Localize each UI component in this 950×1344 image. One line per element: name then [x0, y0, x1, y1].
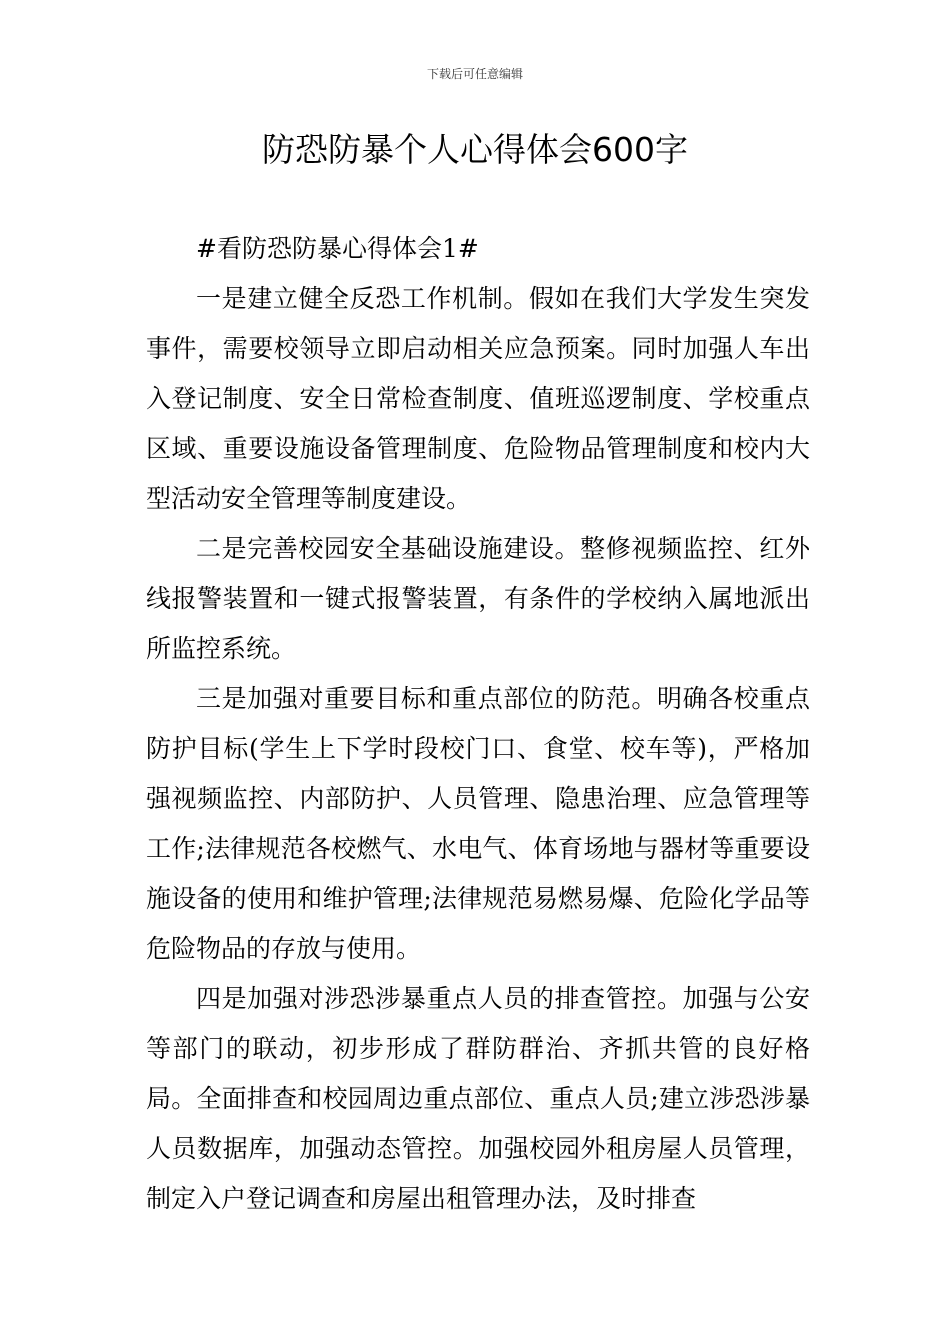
section-heading: #看防恐防暴心得体会1# [196, 234, 479, 263]
header-note: 下载后可任意编辑 [426, 67, 523, 81]
document-body [146, 224, 810, 1224]
paragraph-4: 四是加强对涉恐涉暴重点人员的排查管控。加强与公安等部门的联动，初步形成了群防群治、齐抓共管的良好格局。全面排查和校园周边重点部位、重点人员;建立涉恐涉暴人员数据库，加强动态管控。加强校园外租房屋人员管理，制定入户登记调查和房屋出租管理办法，及时排查 [146, 984, 810, 1213]
paragraph-1: 一是建立健全反恐工作机制。假如在我们大学发生突发事件，需要校领导立即启动相关应急预案。同时加强人车出入登记制度、安全日常检查制度、值班巡逻制度、学校重点区域、重要设施设备管理制度、危险物品管理制度和校内大型活动安全管理等制度建设。 [146, 284, 810, 513]
document-title: 防恐防暴个人心得体会600字 [262, 130, 688, 169]
paragraph-3: 三是加强对重要目标和重点部位的防范。明确各校重点防护目标(学生上下学时段校门口、食堂、校车等)，严格加强视频监控、内部防护、人员管理、隐患治理、应急管理等工作;法律规范各校燃气、水电气、体育场地与器材等重要设施设备的使用和维护管理;法律规范易燃易爆、危险化学品等危险物品的存放与使用。 [146, 684, 810, 963]
paragraph-2: 二是完善校园安全基础设施建设。整修视频监控、红外线报警装置和一键式报警装置，有条件的学校纳入属地派出所监控系统。 [146, 534, 810, 663]
